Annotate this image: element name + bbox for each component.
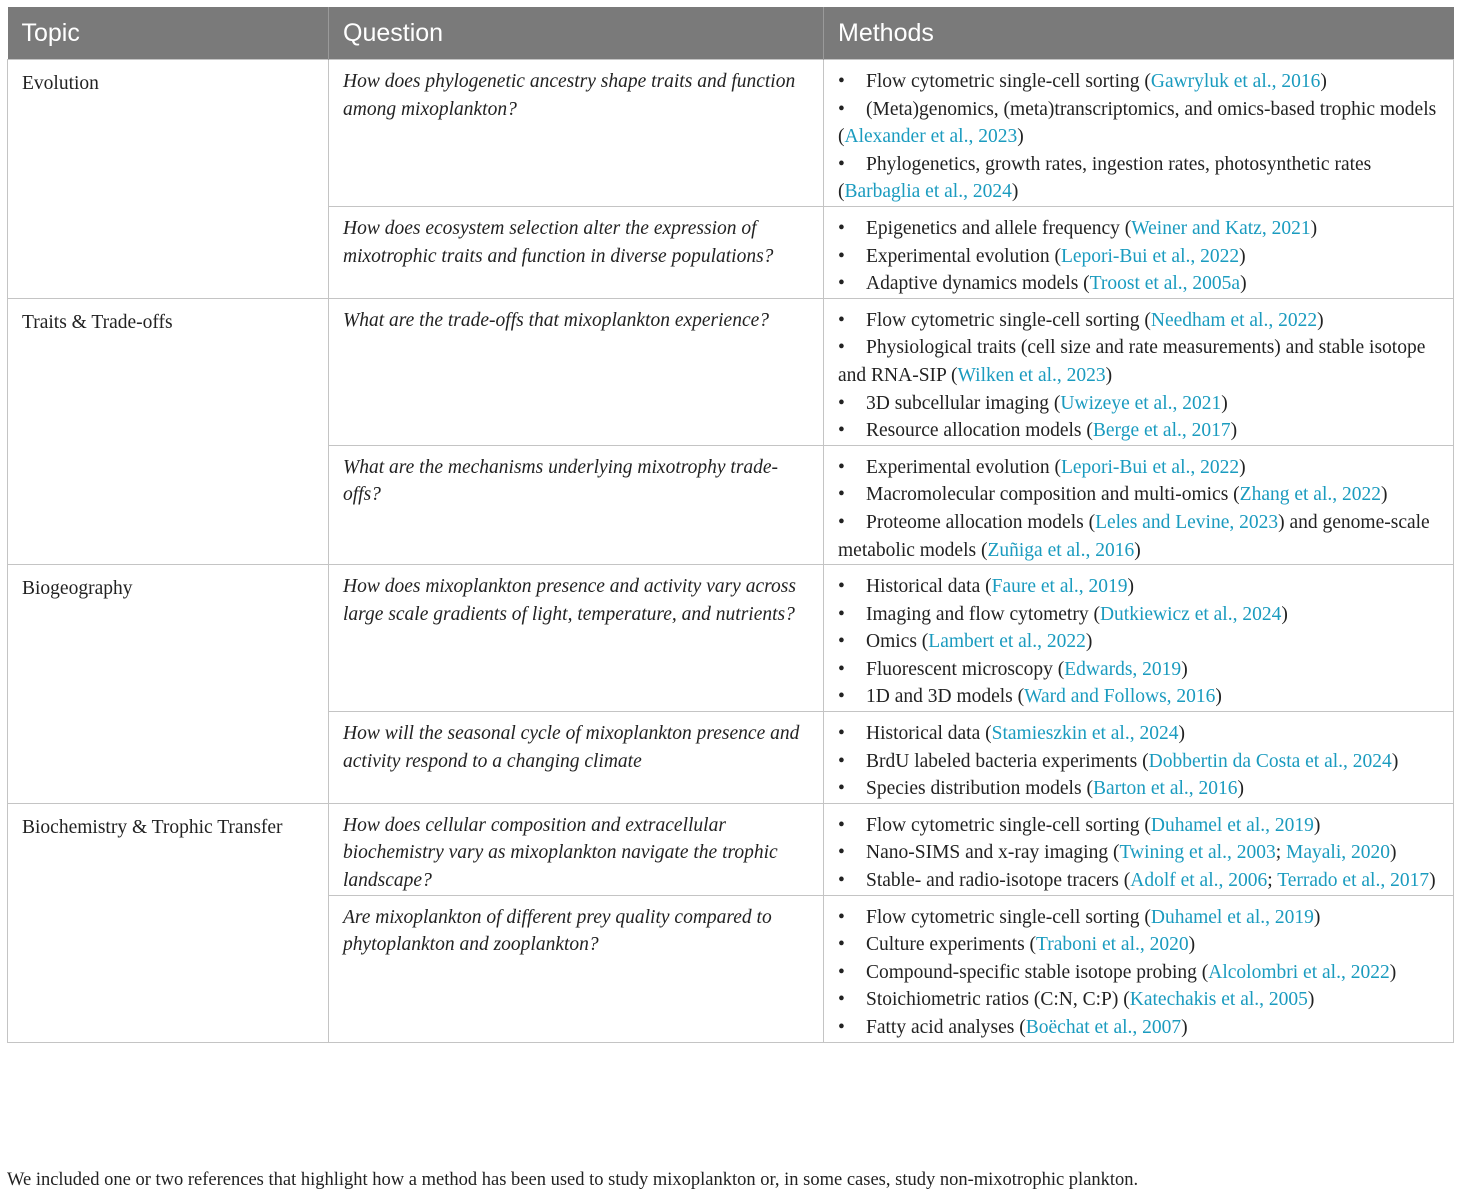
bullet-icon: • — [838, 456, 845, 478]
reference-link[interactable]: Edwards, 2019 — [1064, 658, 1182, 680]
topic-cell: Biochemistry & Trophic Transfer — [8, 803, 329, 1042]
method-text: ) — [1281, 603, 1288, 625]
reference-link[interactable]: Needham et al., 2022 — [1150, 309, 1318, 331]
method-item — [838, 215, 1439, 243]
methods-list — [838, 904, 1439, 1042]
method-text: ) — [1429, 870, 1436, 892]
reference-link[interactable]: Weiner and Katz, 2021 — [1131, 217, 1311, 239]
reference-link[interactable]: Alexander et al., 2023 — [844, 126, 1018, 148]
methods-cell — [824, 445, 1454, 564]
method-text: ) — [1240, 273, 1247, 295]
method-text: ) — [1178, 723, 1185, 745]
bullet-icon: • — [838, 723, 845, 745]
method-text: ) — [1181, 1017, 1188, 1038]
method-item — [838, 390, 1439, 418]
reference-link[interactable]: Faure et al., 2019 — [991, 576, 1128, 598]
method-text: Fluorescent microscopy ( — [866, 658, 1065, 680]
question-cell: What are the trade-offs that mixoplankton experience? — [329, 298, 824, 445]
method-text: Flow cytometric single-cell sorting ( — [866, 309, 1151, 331]
method-text: ) — [1307, 989, 1315, 1011]
bullet-icon: • — [838, 153, 845, 175]
method-text: ) — [1188, 934, 1196, 956]
reference-link[interactable]: Dutkiewicz et al., 2024 — [1099, 603, 1282, 625]
reference-link[interactable]: Duhamel et al., 2019 — [1150, 814, 1314, 836]
bullet-icon: • — [838, 658, 845, 680]
method-text: Stoichiometric ratios (C:N, C:P) ( — [866, 989, 1130, 1011]
method-text: ) — [1134, 539, 1141, 561]
methods-cell — [824, 60, 1454, 207]
topic-cell: Traits & Trade-offs — [8, 298, 329, 564]
method-text: ) — [1313, 906, 1321, 928]
table-row — [8, 565, 1454, 712]
method-item — [838, 68, 1439, 96]
method-item — [838, 334, 1439, 389]
methods-list — [838, 307, 1439, 445]
reference-link[interactable]: Terrado et al., 2017 — [1277, 870, 1430, 892]
method-text: ) — [1313, 814, 1321, 836]
method-item — [838, 812, 1439, 840]
reference-link[interactable]: Berge et al., 2017 — [1092, 420, 1231, 442]
bullet-icon: • — [838, 71, 845, 92]
reference-link[interactable]: Stamieszkin et al., 2024 — [991, 723, 1179, 745]
reference-link[interactable]: Zuñiga et al., 2016 — [987, 539, 1135, 561]
reference-link[interactable]: Zhang et al., 2022 — [1239, 484, 1382, 506]
method-text: ) — [1389, 842, 1397, 864]
research-questions-table — [7, 7, 1454, 1043]
method-text: 1D and 3D models ( — [866, 686, 1025, 708]
method-text: ) — [1237, 778, 1245, 800]
method-item — [838, 720, 1439, 748]
method-item — [838, 417, 1439, 445]
bullet-icon: • — [838, 337, 845, 359]
reference-link[interactable]: Leles and Levine, 2023 — [1095, 511, 1279, 533]
method-text: ) — [1389, 961, 1397, 983]
method-text: ) — [1127, 576, 1135, 598]
method-item — [838, 243, 1439, 271]
method-item — [838, 959, 1439, 987]
bullet-icon: • — [838, 842, 845, 864]
method-text: (Meta)genomics, (meta)transcriptomics, and omics-based trophic models ( — [838, 98, 1437, 148]
method-text: Flow cytometric single-cell sorting ( — [866, 814, 1151, 836]
method-text: ; — [1275, 842, 1286, 864]
question-cell: What are the mechanisms underlying mixotrophy trade-offs? — [329, 445, 824, 564]
reference-link[interactable]: Troost et al., 2005a — [1089, 273, 1241, 295]
bullet-icon: • — [838, 420, 845, 442]
reference-link[interactable]: Traboni et al., 2020 — [1036, 934, 1189, 956]
reference-link[interactable]: Barbaglia et al., 2024 — [844, 181, 1012, 203]
method-text: Species distribution models ( — [866, 778, 1093, 800]
bullet-icon: • — [838, 961, 845, 983]
bullet-icon: • — [838, 603, 845, 625]
method-text: BrdU labeled bacteria experiments ( — [866, 750, 1149, 772]
method-item — [838, 454, 1439, 482]
method-text: 3D subcellular imaging ( — [866, 392, 1061, 414]
method-item — [838, 683, 1439, 711]
reference-link[interactable]: Boëchat et al., 2007 — [1025, 1017, 1182, 1038]
method-text: Flow cytometric single-cell sorting ( — [866, 71, 1151, 92]
reference-link[interactable]: Barton et al., 2016 — [1092, 778, 1238, 800]
method-item — [838, 307, 1439, 335]
method-item — [838, 628, 1439, 656]
reference-link[interactable]: Katechakis et al., 2005 — [1129, 989, 1308, 1011]
method-item — [838, 748, 1439, 776]
reference-link[interactable]: Gawryluk et al., 2016 — [1150, 71, 1321, 92]
header-question: Question — [329, 7, 824, 60]
header-methods: Methods — [824, 7, 1454, 60]
methods-list — [838, 720, 1439, 803]
bullet-icon: • — [838, 98, 845, 120]
method-text: Fatty acid analyses ( — [866, 1017, 1026, 1038]
bullet-icon: • — [838, 750, 845, 772]
method-text: ) — [1239, 456, 1246, 478]
method-item — [838, 775, 1439, 803]
method-text: ) — [1105, 364, 1113, 386]
reference-link[interactable]: Mayali, 2020 — [1286, 842, 1390, 864]
table-row — [8, 803, 1454, 895]
method-text: ) — [1391, 750, 1399, 772]
method-text: ) — [1239, 245, 1246, 267]
bullet-icon: • — [838, 245, 845, 267]
methods-list — [838, 454, 1439, 564]
table-footnote: We included one or two references that highlight how a method has been used to study mixoplankton or, in some cases, study non-mixotrophic plankton. — [7, 1170, 1139, 1190]
question-cell: How does cellular composition and extracellular biochemistry vary as mixoplankton navigate the trophic landscape? — [329, 803, 824, 895]
method-item — [838, 601, 1439, 629]
method-item — [838, 481, 1439, 509]
method-text: Imaging and flow cytometry ( — [866, 603, 1100, 625]
method-item — [838, 270, 1439, 298]
methods-cell — [824, 712, 1454, 804]
question-cell: How does phylogenetic ancestry shape traits and function among mixoplankton? — [329, 60, 824, 207]
method-text: ) and genome-scale metabolic models ( — [838, 511, 1430, 561]
method-text: Stable- and radio-isotope tracers ( — [866, 870, 1131, 892]
bullet-icon: • — [838, 814, 845, 836]
method-text: ) — [1017, 126, 1024, 148]
method-item — [838, 151, 1439, 206]
methods-list — [838, 812, 1439, 895]
methods-list — [838, 573, 1439, 711]
method-text: Experimental evolution ( — [866, 245, 1061, 267]
topic-cell: Evolution — [8, 60, 329, 299]
methods-cell — [824, 298, 1454, 445]
method-text: Experimental evolution ( — [866, 456, 1061, 478]
method-text: Omics ( — [866, 631, 929, 653]
method-text: ) — [1317, 309, 1324, 331]
method-text: Macromolecular composition and multi-omics ( — [866, 484, 1240, 506]
bullet-icon: • — [838, 309, 845, 331]
method-text: Historical data ( — [866, 576, 992, 598]
method-text: Flow cytometric single-cell sorting ( — [866, 906, 1151, 928]
method-text: ) — [1011, 181, 1019, 203]
method-text: Phylogenetics, growth rates, ingestion rates, photosynthetic rates ( — [838, 153, 1372, 203]
question-cell: Are mixoplankton of different prey quality compared to phytoplankton and zooplankton? — [329, 895, 824, 1042]
method-item — [838, 96, 1439, 151]
method-text: ) — [1381, 484, 1388, 506]
method-item — [838, 656, 1439, 684]
method-text: Nano-SIMS and x-ray imaging ( — [866, 842, 1120, 864]
method-item — [838, 904, 1439, 932]
method-text: ) — [1181, 658, 1188, 680]
method-item — [838, 573, 1439, 601]
bullet-icon: • — [838, 576, 845, 598]
reference-link[interactable]: Uwizeye et al., 2021 — [1060, 392, 1222, 414]
table-row — [8, 298, 1454, 445]
bullet-icon: • — [838, 989, 845, 1011]
bullet-icon: • — [838, 686, 845, 708]
method-text: Adaptive dynamics models ( — [866, 273, 1090, 295]
method-text: Resource allocation models ( — [866, 420, 1093, 442]
reference-link[interactable]: Adolf et al., 2006 — [1130, 870, 1268, 892]
method-text: Physiological traits (cell size and rate measurements) and stable isotope and RNA-SIP ( — [838, 337, 1426, 386]
method-text: ) — [1320, 71, 1327, 92]
method-text: ) — [1085, 631, 1093, 653]
method-text: Proteome allocation models ( — [866, 511, 1096, 533]
bullet-icon: • — [838, 934, 845, 956]
table-body — [8, 60, 1454, 1043]
method-text: ) — [1230, 420, 1238, 442]
reference-link[interactable]: Ward and Follows, 2016 — [1024, 686, 1216, 708]
question-cell: How does mixoplankton presence and activity vary across large scale gradients of light, temperature, and nutrients? — [329, 565, 824, 712]
reference-link[interactable]: Lepori-Bui et al., 2022 — [1060, 245, 1240, 267]
reference-link[interactable]: Duhamel et al., 2019 — [1150, 906, 1314, 928]
method-text: Epigenetics and allele frequency ( — [866, 217, 1132, 239]
bullet-icon: • — [838, 217, 845, 239]
table-row — [8, 60, 1454, 207]
topic-cell: Biogeography — [8, 565, 329, 804]
method-text: ) — [1310, 217, 1318, 239]
methods-cell — [824, 565, 1454, 712]
method-text: Historical data ( — [866, 723, 992, 745]
reference-link[interactable]: Twining et al., 2003 — [1119, 842, 1276, 864]
reference-link[interactable]: Alcolombri et al., 2022 — [1208, 961, 1390, 983]
question-cell: How will the seasonal cycle of mixoplankton presence and activity respond to a changing climate — [329, 712, 824, 804]
reference-link[interactable]: Lepori-Bui et al., 2022 — [1060, 456, 1240, 478]
method-item — [838, 839, 1439, 867]
methods-cell — [824, 206, 1454, 298]
bullet-icon: • — [838, 1017, 845, 1038]
reference-link[interactable]: Wilken et al., 2023 — [957, 364, 1106, 386]
methods-cell — [824, 803, 1454, 895]
method-text: ) — [1221, 392, 1228, 414]
reference-link[interactable]: Dobbertin da Costa et al., 2024 — [1148, 750, 1392, 772]
bullet-icon: • — [838, 778, 845, 800]
bullet-icon: • — [838, 870, 845, 892]
method-text: ; — [1267, 870, 1278, 892]
bullet-icon: • — [838, 484, 845, 506]
methods-list — [838, 215, 1439, 298]
method-item — [838, 1014, 1439, 1042]
bullet-icon: • — [838, 631, 845, 653]
header-topic: Topic — [8, 7, 329, 60]
method-item — [838, 986, 1439, 1014]
method-text: Compound-specific stable isotope probing ( — [866, 961, 1209, 983]
header-row — [8, 7, 1454, 60]
reference-link[interactable]: Lambert et al., 2022 — [928, 631, 1086, 653]
method-item — [838, 509, 1439, 564]
method-text: Culture experiments ( — [866, 934, 1037, 956]
methods-list — [838, 68, 1439, 206]
bullet-icon: • — [838, 273, 845, 295]
bullet-icon: • — [838, 906, 845, 928]
method-text: ) — [1215, 686, 1222, 708]
methods-cell — [824, 895, 1454, 1042]
bullet-icon: • — [838, 511, 845, 533]
bullet-icon: • — [838, 392, 845, 414]
method-item — [838, 867, 1439, 895]
question-cell: How does ecosystem selection alter the expression of mixotrophic traits and function in diverse populations? — [329, 206, 824, 298]
method-item — [838, 931, 1439, 959]
